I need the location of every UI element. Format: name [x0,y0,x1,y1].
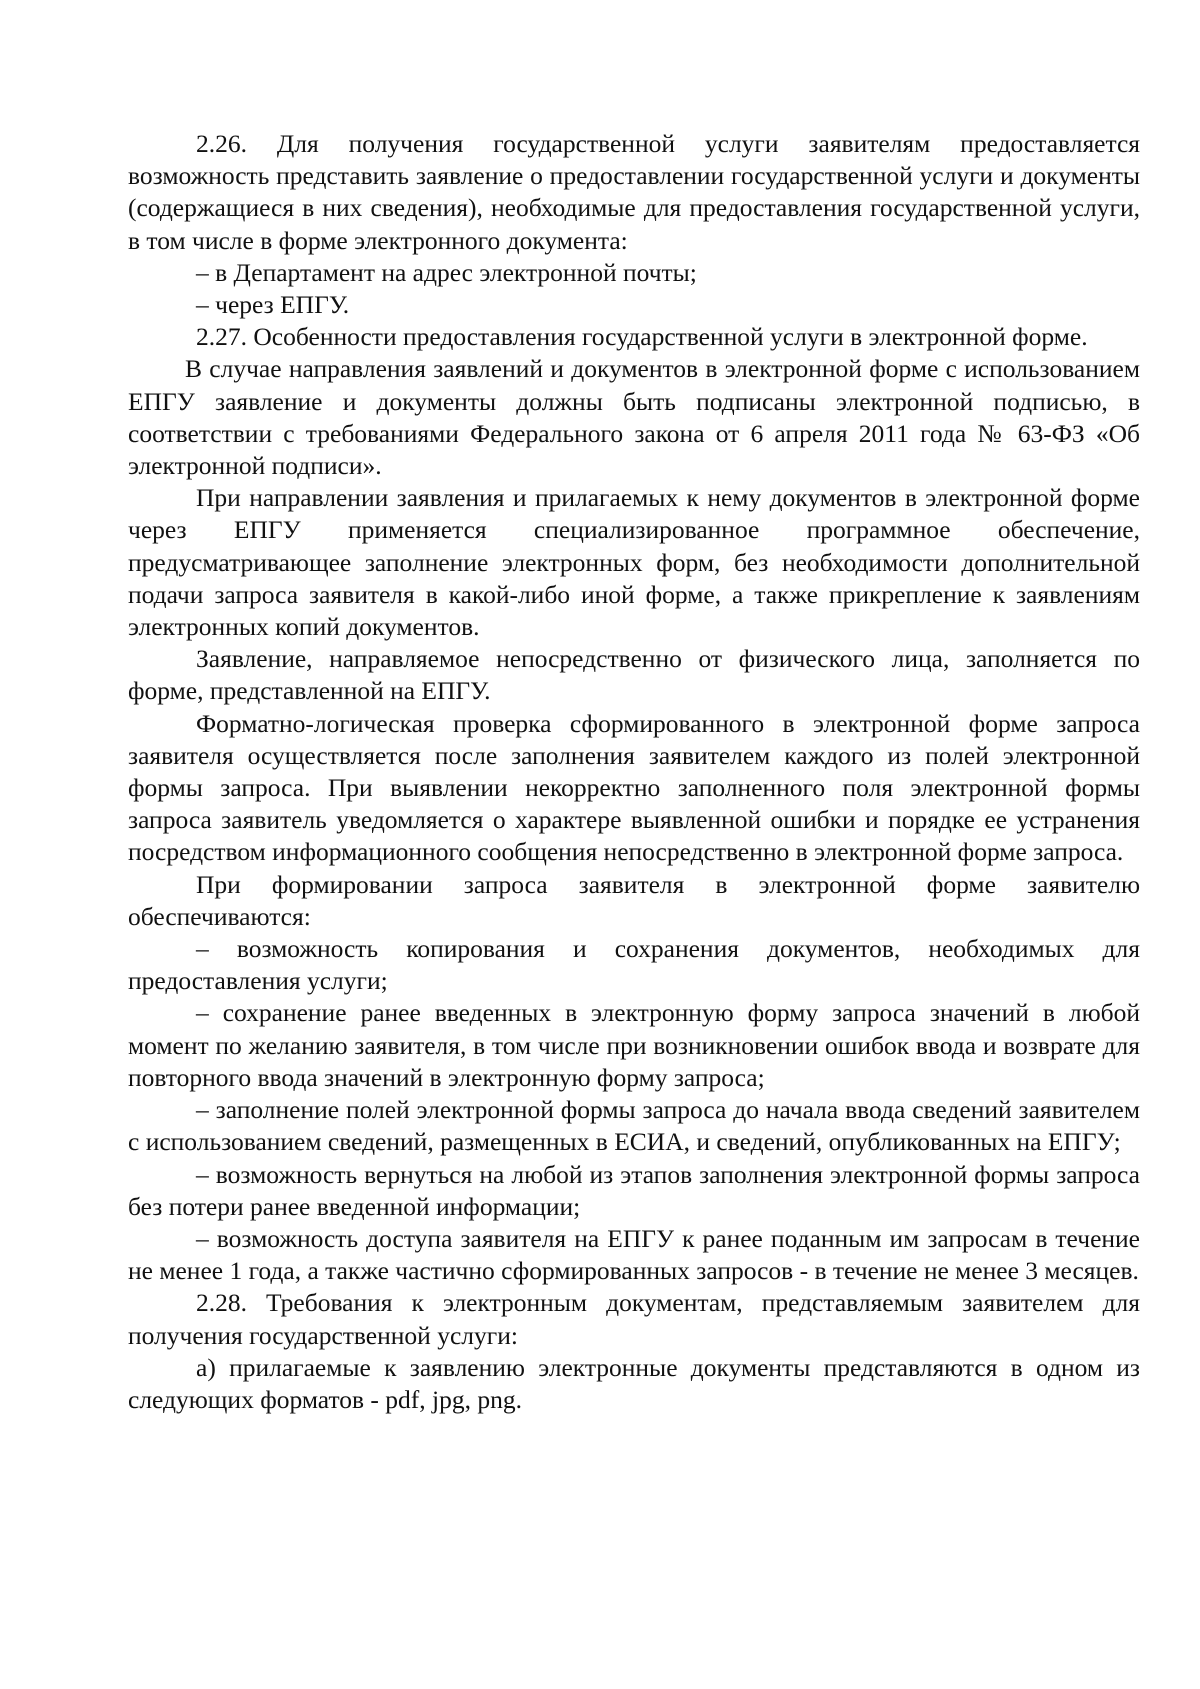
list-item-esia-fill: – заполнение полей электронной формы запроса до начала ввода сведений заявителем с использованием сведений, размещенных в ЕСИА, и сведений, опубликованных на ЕПГУ; [128,1095,1140,1157]
paragraph-format-check: Форматно-логическая проверка сформированного в электронной форме запроса заявителя осуществляется после заполнения заявителем каждого из полей электронной формы запроса. При выявлении некорректно заполненного поля электронной формы запроса заявитель уведомляется о характере выявленной ошибки и порядке ее устранения посредством информационного сообщения непосредственно в электронной форме запроса. [128,708,1140,867]
list-item-return-stage: – возможность вернуться на любой из этапов заполнения электронной формы запроса без потери ранее введенной информации; [128,1159,1140,1221]
paragraph-individual-form: Заявление, направляемое непосредственно от физического лица, заполняется по форме, представленной на ЕПГУ. [128,644,1140,706]
list-item-access-requests: – возможность доступа заявителя на ЕПГУ к ранее поданным им запросам в течение не менее 1 года, а также частично сформированных запросов - в течение не менее 3 месяцев. [128,1223,1140,1286]
list-item-department-email: – в Департамент на адрес электронной почты; [196,257,697,287]
list-item-formats: а) прилагаемые к заявлению электронные документы представляются в одном из следующих форматов - pdf, jpg, png. [128,1352,1140,1414]
paragraph-2-26: 2.26. Для получения государственной услуги заявителям предоставляется возможность представить заявление о предоставлении государственной услуги и документы (содержащиеся в них сведения), необходимые для предоставления государственной услуги, в том числе в форме электронного документа: [128,129,1140,255]
document-body [128,128,1140,1416]
paragraph-2-28: 2.28. Требования к электронным документам, представляемым заявителем для получения государственной услуги: [128,1288,1140,1350]
paragraph-request-provided: При формировании запроса заявителя в электронной форме заявителю обеспечиваются: [128,869,1140,931]
list-item-epgu: – через ЕПГУ. [196,290,350,320]
list-item-saving: – сохранение ранее введенных в электронную форму запроса значений в любой момент по желанию заявителя, в том числе при возникновении ошибок ввода и возврате для повторного ввода значений в электронную форму запроса; [128,998,1140,1092]
list-item-copying: – возможность копирования и сохранения документов, необходимых для предоставления услуги; [128,934,1140,996]
paragraph-2-27: 2.27. Особенности предоставления государственной услуги в электронной форме. [196,322,1088,352]
paragraph-software: При направлении заявления и прилагаемых к нему документов в электронной форме через ЕПГУ применяется специализированное программное обеспечение, предусматривающее заполнение электронных форм, без необходимости дополнительной подачи запроса заявителя в какой-либо иной форме, а также прикрепление к заявлениям электронных копий документов. [128,483,1140,642]
paragraph-electronic-signature: В случае направления заявлений и документов в электронной форме с использованием ЕПГУ заявление и документы должны быть подписаны электронной подписью, в соответствии с требованиями Федерального закона от 6 апреля 2011 года № 63-ФЗ «Об электронной подписи». [128,354,1140,481]
